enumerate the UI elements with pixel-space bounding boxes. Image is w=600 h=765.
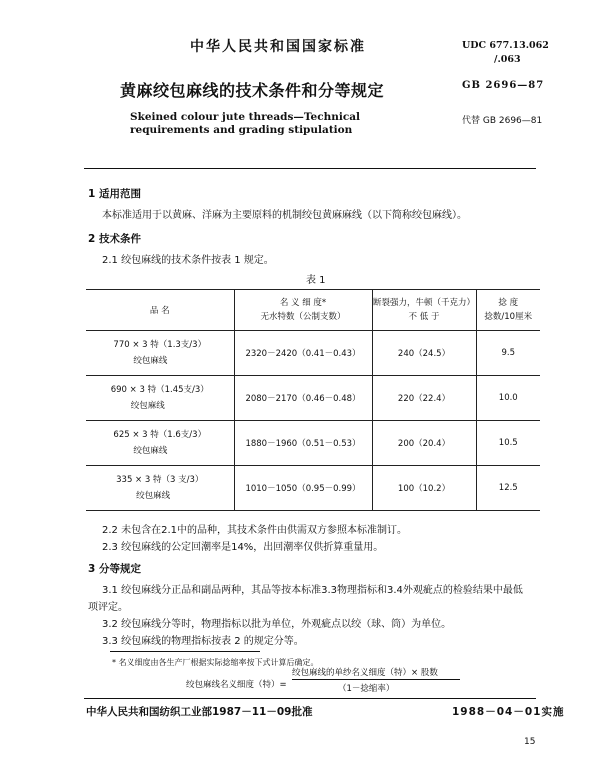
issued-date: 中华人民共和国纺织工业部1987－11－09批准 — [86, 706, 313, 718]
clause-3-1: 3.1 绞包麻线分正品和副品两种，其品等按本标准3.3物理指标和3.4外观疵点的检验结果中最低 — [102, 585, 523, 596]
row-strength: 220（22.4） — [372, 376, 476, 421]
row-name-type: 绞包麻线 — [133, 356, 168, 366]
row-name-type: 绞包麻线 — [133, 446, 168, 456]
clause-2-2: 2.2 未包含在2.1中的品种，其技术条件由供需双方参照本标准制订。 — [102, 525, 407, 536]
replaces-standard: 代替 GB 2696—81 — [462, 116, 543, 126]
row-name: 625 × 3 特（1.6支/3） — [113, 430, 207, 440]
document-title-cn: 黄麻绞包麻线的技术条件和分等规定 — [120, 81, 385, 100]
footer-divider — [84, 698, 536, 699]
row-name: 770 × 3 特（1.3支/3） — [113, 340, 207, 350]
formula-left: 绞包麻线名义细度（特）= — [186, 680, 287, 690]
table-row — [86, 421, 540, 466]
row-twist: 10.5 — [476, 421, 540, 466]
formula-denominator: （1－捻缩率） — [338, 684, 395, 694]
row-fineness: 1010－1050（0.95－0.99） — [234, 466, 372, 511]
header-twist: 捻 度 捻数/10厘米 — [476, 290, 540, 331]
row-twist: 9.5 — [476, 331, 540, 376]
formula-numerator: 绞包麻线的单纱名义细度（特）× 股数 — [292, 668, 438, 678]
gb-code: GB 2696—87 — [462, 80, 545, 91]
header-divider — [84, 168, 536, 169]
header-name: 品 名 — [86, 290, 234, 331]
clause-3-1-cont: 项评定。 — [88, 602, 128, 613]
row-strength: 240（24.5） — [372, 331, 476, 376]
table-header-row — [86, 290, 540, 331]
page-number: 15 — [524, 737, 536, 747]
document-title-en-line2: requirements and grading stipulation — [130, 124, 353, 136]
standard-title: 中华人民共和国国家标准 — [190, 39, 366, 55]
document-title-en-line1: Skeined colour jute threads—Technical — [130, 111, 361, 123]
table-row — [86, 331, 540, 376]
section-3-heading: 3 分等规定 — [88, 563, 141, 575]
clause-2-3: 2.3 绞包麻线的公定回潮率是14%，出回潮率仅供折算重量用。 — [102, 542, 384, 553]
clause-3-2: 3.2 绞包麻线分等时，物理指标以批为单位，外观疵点以绞（球、筒）为单位。 — [102, 619, 452, 630]
row-strength: 100（10.2） — [372, 466, 476, 511]
row-fineness: 2320－2420（0.41－0.43） — [234, 331, 372, 376]
row-strength: 200（20.4） — [372, 421, 476, 466]
technical-table — [86, 289, 540, 511]
header-fineness: 名 义 细 度* 无水特数（公制支数） — [234, 290, 372, 331]
table-row — [86, 466, 540, 511]
effective-date: 1988－04－01实施 — [452, 706, 565, 718]
row-fineness: 1880－1960（0.51－0.53） — [234, 421, 372, 466]
row-name: 335 × 3 特（3 支/3） — [116, 475, 204, 485]
row-twist: 10.0 — [476, 376, 540, 421]
section-1-heading: 1 适用范围 — [88, 188, 141, 200]
row-name-type: 绞包麻线 — [136, 491, 171, 501]
footnote-divider — [110, 651, 260, 652]
row-name: 690 × 3 特（1.45支/3） — [110, 385, 209, 395]
udc-code-line1: UDC 677.13.062 — [462, 40, 549, 51]
clause-3-3: 3.3 绞包麻线的物理指标按表 2 的规定分等。 — [102, 636, 304, 647]
udc-code-line2: /.063 — [494, 54, 521, 65]
row-fineness: 2080－2170（0.46－0.48） — [234, 376, 372, 421]
header-strength: 断裂强力，牛顿（千克力） 不 低 于 — [372, 290, 476, 331]
section-2-heading: 2 技术条件 — [88, 233, 141, 245]
row-name-type: 绞包麻线 — [130, 401, 165, 411]
clause-2-1: 2.1 绞包麻线的技术条件按表 1 规定。 — [102, 255, 274, 266]
formula-fraction-bar — [292, 679, 460, 680]
table-row — [86, 376, 540, 421]
footnote-text: * 名义细度由各生产厂根据实际捻缩率按下式计算后确定。 — [112, 658, 319, 667]
row-twist: 12.5 — [476, 466, 540, 511]
table-caption: 表 1 — [306, 275, 326, 286]
section-1-text: 本标准适用于以黄麻、洋麻为主要原料的机制绞包黄麻麻线（以下简称绞包麻线）。 — [102, 210, 467, 221]
